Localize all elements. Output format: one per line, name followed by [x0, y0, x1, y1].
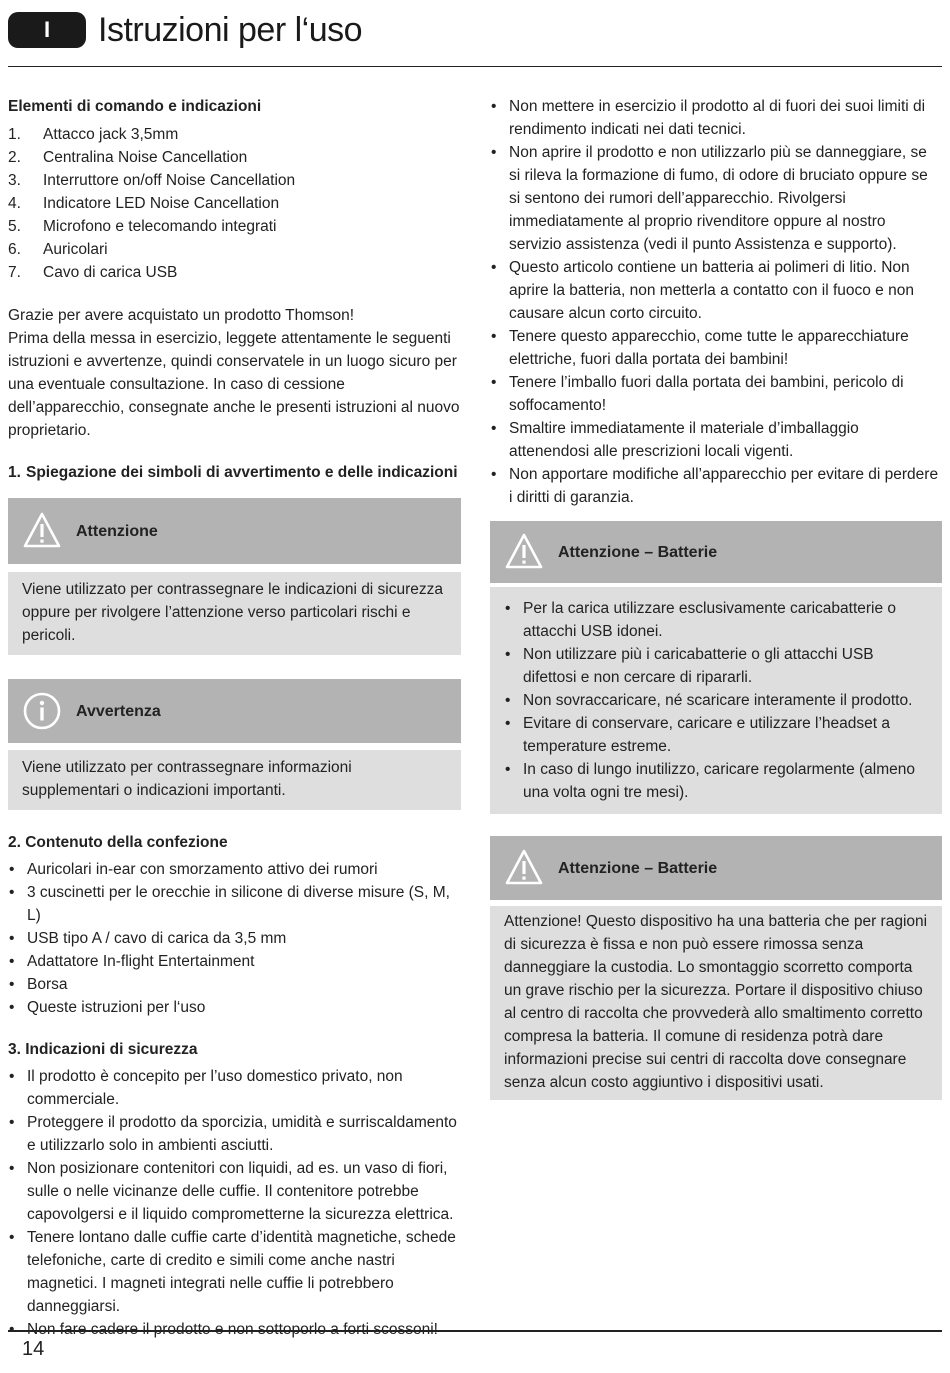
- controls-list: [8, 123, 461, 284]
- note-box-header: [8, 679, 461, 743]
- page-header: [8, 8, 942, 54]
- list-item: 1. Attacco jack 3,5mm: [8, 126, 179, 143]
- list-item: • Adattatore In-flight Entertainment: [8, 950, 461, 973]
- list-item: • Proteggere il prodotto da sporcizia, umidità e surriscaldamento e utilizzarlo solo in ambienti asciutti.: [8, 1111, 461, 1157]
- list-item: 7. Cavo di carica USB: [8, 264, 178, 281]
- list-item: • Smaltire immediatamente il materiale d’imballaggio attenendosi alle prescrizioni locali vigenti.: [490, 417, 942, 463]
- list-item: • Per la carica utilizzare esclusivamente caricabatterie o attacchi USB idonei.: [504, 597, 928, 643]
- warning-triangle-icon: [504, 532, 544, 572]
- warning-triangle-icon: [504, 848, 544, 888]
- list-item: • Tenere questo apparecchio, come tutte le apparecchiature elettriche, fuori dalla portata dei bambini!: [490, 325, 942, 371]
- list-item: 6. Auricolari: [8, 241, 108, 258]
- section-1-heading: 1. Spiegazione dei simboli di avvertimento e delle indicazioni: [8, 464, 458, 481]
- list-item: • Borsa: [8, 973, 461, 996]
- list-item: • Non sovraccaricare, né scaricare interamente il prodotto.: [504, 689, 928, 712]
- battery-disposal-body: Attenzione! Questo dispositivo ha una batteria che per ragioni di sicurezza è fissa e non può essere rimossa senza danneggiare la custodia. Lo smontaggio scorretto comporta un grave rischio per la sicurezza. Portare il dispositivo chiuso al centro di raccolta che provvederà allo smaltimento corretto compresa la batteria. Il comune di residenza potrà dare informazioni precise sui centri di raccolta dove consegnare senza alcun costo aggiuntivo i dispositivi usati.: [490, 906, 942, 1100]
- list-item: 3. Interruttore on/off Noise Cancellation: [8, 172, 296, 189]
- list-item: • Non apportare modifiche all’apparecchio per evitare di perdere i diritti di garanzia.: [490, 463, 942, 509]
- battery-disposal-header: [490, 836, 942, 900]
- list-item: • Auricolari in-ear con smorzamento attivo dei rumori: [8, 858, 461, 881]
- list-item: • Questo articolo contiene un batteria ai polimeri di litio. Non aprire la batteria, non metterla a contatto con il fuoco e non causare alcun corto circuito.: [490, 256, 942, 325]
- warning-triangle-icon: [22, 511, 62, 551]
- list-item: • Non utilizzare più i caricabatterie o gli attacchi USB difettosi e non cercare di ripararli.: [504, 643, 928, 689]
- list-item: • 3 cuscinetti per le orecchie in silicone di diverse misure (S, M, L): [8, 881, 461, 927]
- section-2-heading: 2. Contenuto della confezione: [8, 834, 228, 851]
- controls-heading: Elementi di comando e indicazioni: [8, 98, 262, 115]
- battery-disposal-label: Attenzione – Batterie: [558, 859, 718, 877]
- list-item: • Tenere lontano dalle cuffie carte d’identità magnetiche, schede telefoniche, carte di credito e simili come anche nastri magnetici. I magneti integrati nelle cuffie li potrebbero danneggiarsi.: [8, 1226, 461, 1318]
- warning-box-header: [8, 498, 461, 564]
- package-contents-list: [8, 858, 461, 1019]
- battery-disposal-box: [490, 836, 942, 1100]
- battery-warning-body: [490, 587, 942, 814]
- battery-list: [504, 597, 928, 804]
- battery-warning-label: Attenzione – Batterie: [558, 543, 718, 561]
- safety-list-continued: [490, 95, 942, 509]
- list-item: • Queste istruzioni per l‘uso: [8, 996, 461, 1019]
- header-divider: [8, 66, 942, 67]
- battery-warning-header: [490, 521, 942, 583]
- left-column: [8, 95, 461, 1341]
- page-title: Istruzioni per l‘uso: [98, 11, 363, 49]
- list-item: • Non posizionare contenitori con liquidi, ad es. un vaso di fiori, sulle o nelle vicinanze delle cuffie. Il contenitore potrebbe capovolgersi e il liquido comprometterne la sicurezza elettrica.: [8, 1157, 461, 1226]
- intro-thanks: Grazie per avere acquistato un prodotto Thomson!: [8, 307, 355, 324]
- list-item: • USB tipo A / cavo di carica da 3,5 mm: [8, 927, 461, 950]
- warning-box: [8, 498, 461, 655]
- list-item: • Non aprire il prodotto e non utilizzarlo più se danneggiare, se si rileva la formazione di fumo, di odore di bruciato oppure se si sentono dei rumori dell’apparecchio. Rivolgersi immediatamente al proprio rivenditore oppure al nostro servizio assistenza (vedi il punto Assistenza e supporto).: [490, 141, 942, 256]
- list-item: • In caso di lungo inutilizzo, caricare regolarmente (almeno una volta ogni tre mesi).: [504, 758, 928, 804]
- note-box-body: Viene utilizzato per contrassegnare informazioni supplementari o indicazioni importanti.: [8, 750, 461, 810]
- warning-box-body: Viene utilizzato per contrassegnare le indicazioni di sicurezza oppure per rivolgere l’attenzione verso particolari rischi e pericoli.: [8, 572, 461, 655]
- list-item: 5. Microfono e telecomando integrati: [8, 218, 277, 235]
- battery-warning-box: [490, 521, 942, 814]
- right-column: [490, 95, 942, 1100]
- page-number: 14: [22, 1338, 45, 1360]
- list-item: • Evitare di conservare, caricare e utilizzare l’headset a temperature estreme.: [504, 712, 928, 758]
- list-item: • Tenere l’imballo fuori dalla portata dei bambini, pericolo di soffocamento!: [490, 371, 942, 417]
- footer-divider: [8, 1330, 942, 1332]
- language-badge: I: [8, 12, 86, 48]
- warning-box-label: Attenzione: [76, 522, 158, 540]
- note-box-label: Avvertenza: [76, 702, 161, 720]
- intro-text: Prima della messa in esercizio, leggete attentamente le seguenti istruzioni e avvertenze, quindi conservatele in un luogo sicuro per una eventuale consultazione. In caso di cessione dell’apparecchio, consegnate anche le presenti istruzioni al nuovo proprietario.: [8, 330, 460, 439]
- safety-list: [8, 1065, 461, 1341]
- list-item: • Il prodotto è concepito per l’uso domestico privato, non commerciale.: [8, 1065, 461, 1111]
- list-item: 4. Indicatore LED Noise Cancellation: [8, 195, 280, 212]
- info-circle-icon: [22, 691, 62, 731]
- list-item: 2. Centralina Noise Cancellation: [8, 149, 248, 166]
- list-item: • Non mettere in esercizio il prodotto al di fuori dei suoi limiti di rendimento indicati nei dati tecnici.: [490, 95, 942, 141]
- note-box: [8, 679, 461, 810]
- section-3-heading: 3. Indicazioni di sicurezza: [8, 1041, 198, 1058]
